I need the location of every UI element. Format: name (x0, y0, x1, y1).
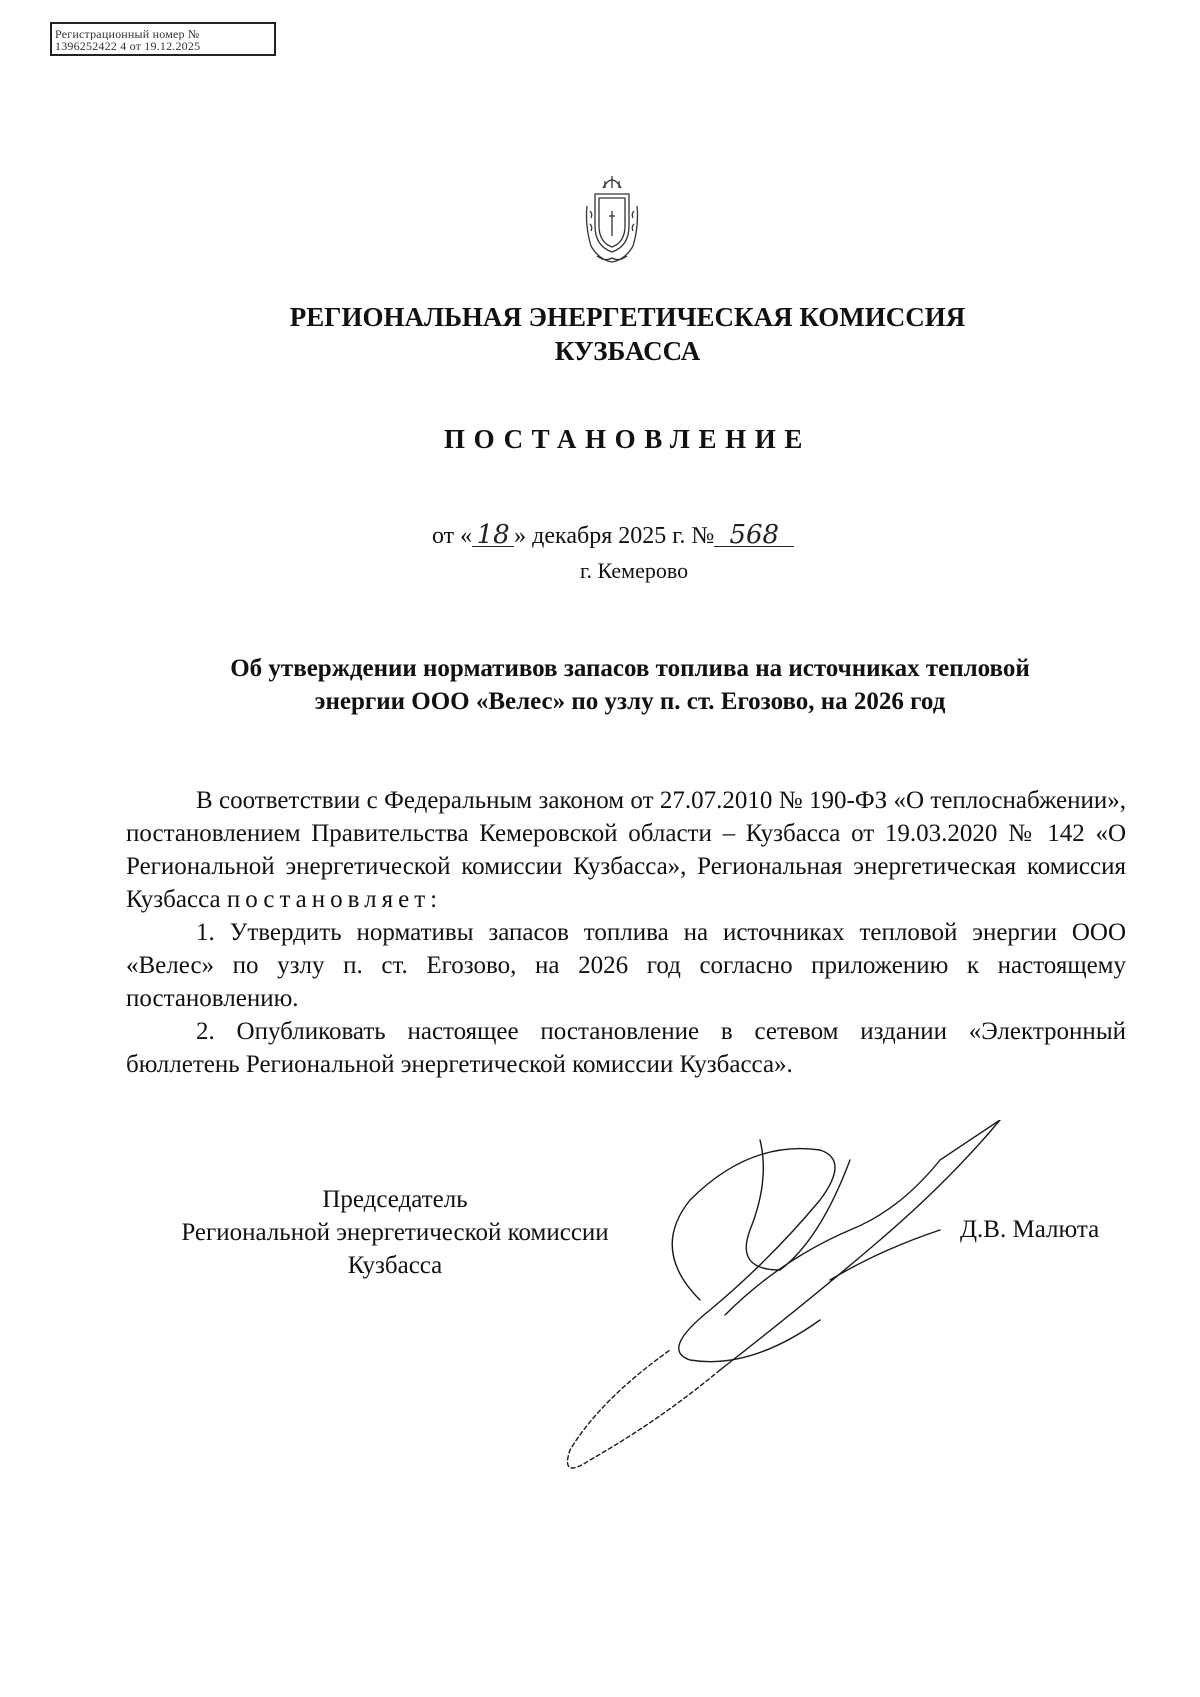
organization-name-line1: РЕГИОНАЛЬНАЯ ЭНЕРГЕТИЧЕСКАЯ КОМИССИЯ (289, 302, 966, 332)
registration-number: 1396252422 4 от 19.12.2025 (55, 40, 201, 52)
resolves-word: постановляет: (226, 886, 443, 913)
handwritten-signature (520, 1120, 1020, 1480)
signatory-title-line2: Региональной энергетической комиссии (181, 1219, 609, 1246)
organization-name (0, 300, 1200, 368)
city: г. Кемерово (580, 558, 689, 583)
registration-stamp (50, 22, 276, 56)
signatory-title-line3: Кузбасса (347, 1252, 443, 1279)
document-type: ПОСТАНОВЛЕНИЕ (444, 424, 811, 454)
number-field (714, 520, 794, 550)
day-handwritten: 18 (476, 520, 510, 550)
document-body (126, 784, 1126, 1081)
item-2: 2. Опубликовать настоящее постановление в сетевом издании «Электронный бюллетень Региональной энергетической комиссии Кузбасса». (126, 1018, 1126, 1078)
date-middle: » декабря 2025 г. № (514, 523, 715, 549)
preamble-paragraph (126, 784, 1126, 916)
coat-of-arms-emblem (583, 166, 641, 266)
day-field (472, 520, 514, 550)
registration-label: Регистрационный номер № (55, 28, 200, 40)
organization-name-line2: КУЗБАССА (554, 336, 701, 366)
title-line2: энергии ООО «Велес» по узлу п. ст. Егозово, на 2026 год (314, 688, 946, 715)
signatory-name: Д.В. Малюта (960, 1216, 1100, 1243)
title-line1: Об утверждении нормативов запасов топлива на источниках тепловой (230, 655, 1030, 682)
date-prefix: от « (432, 523, 473, 549)
number-handwritten: 568 (729, 520, 780, 550)
item-1: 1. Утвердить нормативы запасов топлива на источниках тепловой энергии ООО «Велес» по узлу п. ст. Егозово, на 2026 год согласно приложению к настоящему постановлению. (126, 919, 1126, 1012)
date-number-line (432, 520, 794, 550)
signatory-title-line1: Председатель (322, 1186, 468, 1213)
document-title (120, 652, 1140, 718)
preamble-text: В соответствии с Федеральным законом от 27.07.2010 № 190-ФЗ «О теплоснабжении», постановлением Правительства Кемеровской области – Кузбасса от 19.03.2020 № 142 «О Региональной энергетической комиссии Кузбасса», Региональная энергетическая комиссия Кузбасса (126, 787, 1126, 913)
